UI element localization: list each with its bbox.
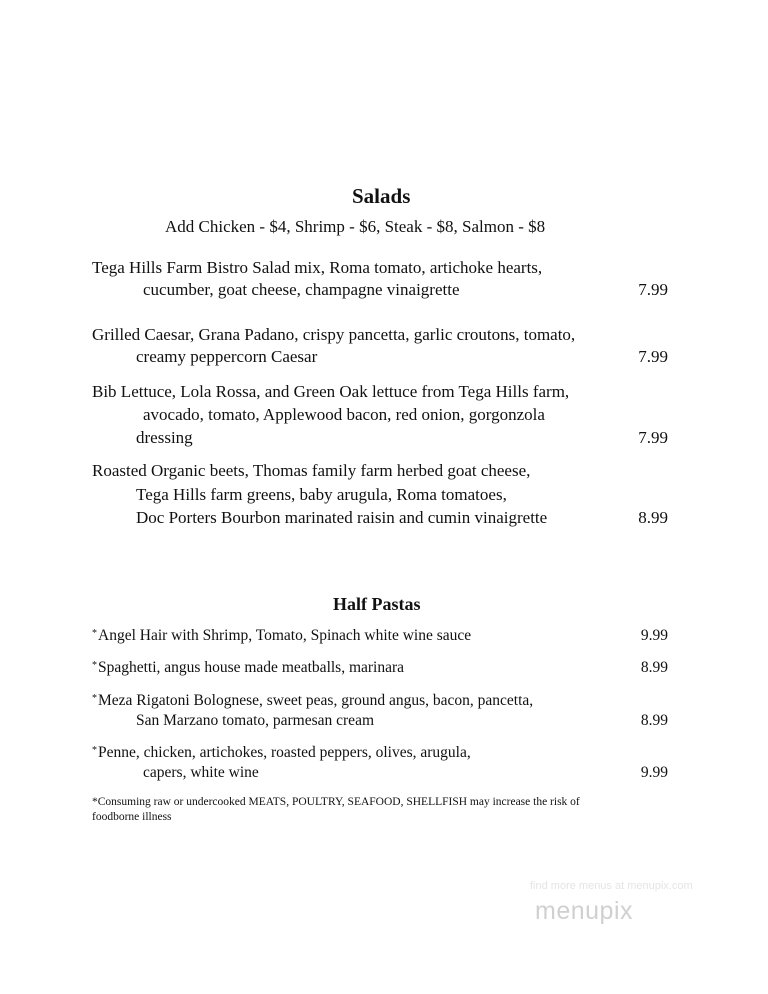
salad-item-price: 8.99: [638, 508, 668, 527]
salad-item-line: cucumber, goat cheese, champagne vinaigrette: [143, 280, 460, 299]
pasta-item-price: 9.99: [640, 627, 668, 644]
salads-addons: Add Chicken - $4, Shrimp - $6, Steak - $8, Salmon - $8: [165, 217, 546, 236]
salad-item-price: 7.99: [638, 428, 668, 447]
pasta-item-line: San Marzano tomato, parmesan cream: [136, 712, 375, 729]
salad-item-line: Tega Hills Farm Bistro Salad mix, Roma tomato, artichoke hearts,: [92, 258, 543, 277]
salad-item-line: Tega Hills farm greens, baby arugula, Roma tomatoes,: [136, 485, 507, 504]
footnote-line: foodborne illness: [92, 811, 172, 823]
salad-item-line: dressing: [136, 428, 193, 447]
salad-item-line: Grilled Caesar, Grana Padano, crispy pancetta, garlic croutons, tomato,: [92, 325, 576, 344]
pasta-item-line: capers, white wine: [143, 764, 259, 781]
salad-item-line: Roasted Organic beets, Thomas family farm herbed goat cheese,: [92, 461, 531, 480]
pasta-item-line: *Meza Rigatoni Bolognese, sweet peas, ground angus, bacon, pancetta,: [92, 692, 534, 709]
pasta-item-line: *Penne, chicken, artichokes, roasted peppers, olives, arugula,: [92, 744, 471, 761]
salad-item-line: Doc Porters Bourbon marinated raisin and cumin vinaigrette: [136, 508, 548, 527]
salad-item-line: avocado, tomato, Applewood bacon, red onion, gorgonzola: [143, 405, 545, 424]
salad-item-price: 7.99: [638, 280, 668, 299]
asterisk-mark: *: [92, 693, 97, 704]
salad-item-line: creamy peppercorn Caesar: [136, 347, 318, 366]
asterisk-mark: *: [92, 745, 97, 756]
watermark-logo: menupix: [535, 897, 633, 925]
salad-item-price: 7.99: [638, 347, 668, 366]
salad-item-line: Bib Lettuce, Lola Rossa, and Green Oak lettuce from Tega Hills farm,: [92, 382, 570, 401]
pasta-item-price: 9.99: [640, 764, 668, 781]
pasta-item-line: *Angel Hair with Shrimp, Tomato, Spinach white wine sauce: [92, 627, 472, 644]
asterisk-mark: *: [92, 628, 97, 639]
asterisk-mark: *: [92, 660, 97, 671]
pasta-item-line: *Spaghetti, angus house made meatballs, marinara: [92, 659, 405, 676]
half-pastas-heading: Half Pastas: [333, 594, 421, 614]
pasta-item-price: 8.99: [640, 659, 668, 676]
pasta-item-price: 8.99: [640, 712, 668, 729]
watermark-caption: find more menus at menupix.com: [530, 880, 693, 892]
salads-heading: Salads: [352, 184, 411, 208]
footnote-line: *Consuming raw or undercooked MEATS, POULTRY, SEAFOOD, SHELLFISH may increase the risk of: [92, 796, 580, 808]
